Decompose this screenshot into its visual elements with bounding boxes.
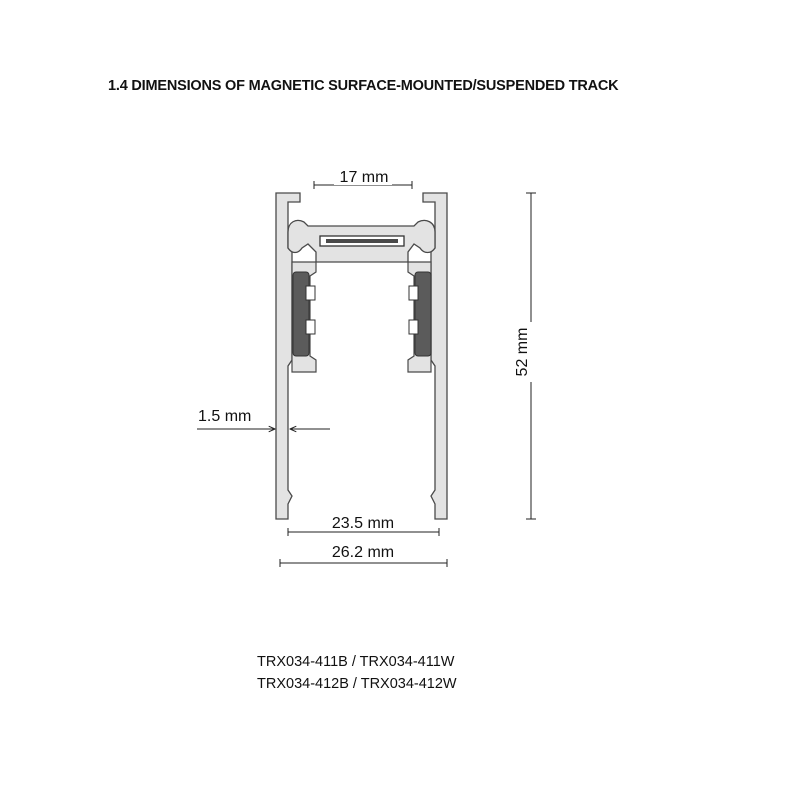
dim-height bbox=[512, 193, 536, 519]
dim-label-wall-thickness: 1.5 mm bbox=[198, 408, 252, 425]
dim-wall-thickness bbox=[197, 408, 330, 429]
dim-label-top-opening: 17 mm bbox=[339, 169, 389, 186]
track-profile bbox=[276, 193, 447, 519]
model-code-line: TRX034-411B / TRX034-411W bbox=[257, 654, 455, 670]
model-code-line: TRX034-412B / TRX034-412W bbox=[257, 676, 457, 692]
right-insulator bbox=[415, 272, 431, 356]
dim-label-inner-width: 23.5 mm bbox=[331, 515, 395, 532]
dim-inner-width bbox=[288, 515, 439, 536]
page-title: 1.4 DIMENSIONS OF MAGNETIC SURFACE-MOUNTED/SUSPENDED TRACK bbox=[108, 78, 619, 94]
left-insulator bbox=[293, 272, 309, 356]
dim-top-opening bbox=[314, 167, 412, 189]
dim-label-outer-width: 26.2 mm bbox=[331, 544, 395, 561]
dim-label-height: 52 mm bbox=[514, 327, 531, 377]
dim-outer-width bbox=[280, 544, 447, 567]
model-codes bbox=[257, 651, 457, 695]
